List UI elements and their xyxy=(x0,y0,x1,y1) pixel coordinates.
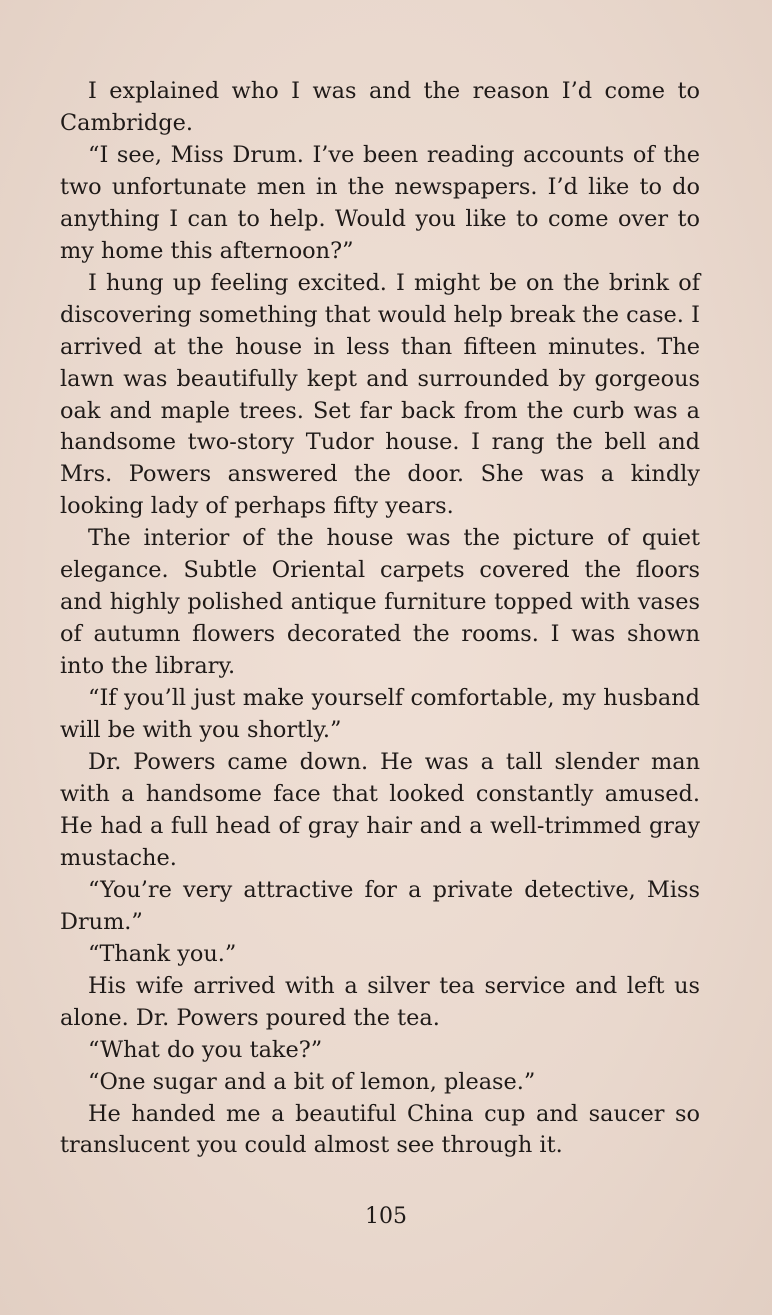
paragraph: His wife arrived with a silver tea service and left us alone. Dr. Powers poured the tea. xyxy=(60,972,700,1031)
paragraph: I hung up feeling excited. I might be on the brink of discovering something that would help break the case. I arrived at the house in less than fifteen minutes. The lawn was beautifully kept and surrounded by gorgeous oak and maple trees. Set far back from the curb was a handsome two-story Tudor house. I rang the bell and Mrs. Powers answered the door. She was a kindly looking lady of perhaps fifty years. xyxy=(60,269,700,520)
paragraph: He handed me a beautiful China cup and saucer so translucent you could almost see through it. xyxy=(60,1100,700,1159)
body-text xyxy=(60,76,700,1162)
paragraph: “Thank you.” xyxy=(88,940,237,967)
paragraph: “What do you take?” xyxy=(88,1036,323,1063)
paragraph: I explained who I was and the reason I’d come to Cambridge. xyxy=(60,78,700,136)
paragraph: The interior of the house was the picture of quiet elegance. Subtle Oriental carpets covered the floors and highly polished antique furniture topped with vases of autumn flowers decorated the rooms. I was shown into the library. xyxy=(60,525,700,680)
paragraph: “I see, Miss Drum. I’ve been reading accounts of the two unfortunate men in the newspapers. I’d like to do anything I can to help. Would you like to come over to my home this afternoon?” xyxy=(60,141,700,264)
paragraph: “You’re very attractive for a private detective, Miss Drum.” xyxy=(60,876,700,935)
page-number: 105 xyxy=(365,1204,407,1229)
paragraph: “One sugar and a bit of lemon, please.” xyxy=(88,1068,536,1095)
paragraph: “If you’ll just make yourself comfortable, my husband will be with you shortly.” xyxy=(60,685,700,744)
paragraph: Dr. Powers came down. He was a tall slender man with a handsome face that looked constantly amused. He had a full head of gray hair and a well-trimmed gray mustache. xyxy=(60,749,700,871)
